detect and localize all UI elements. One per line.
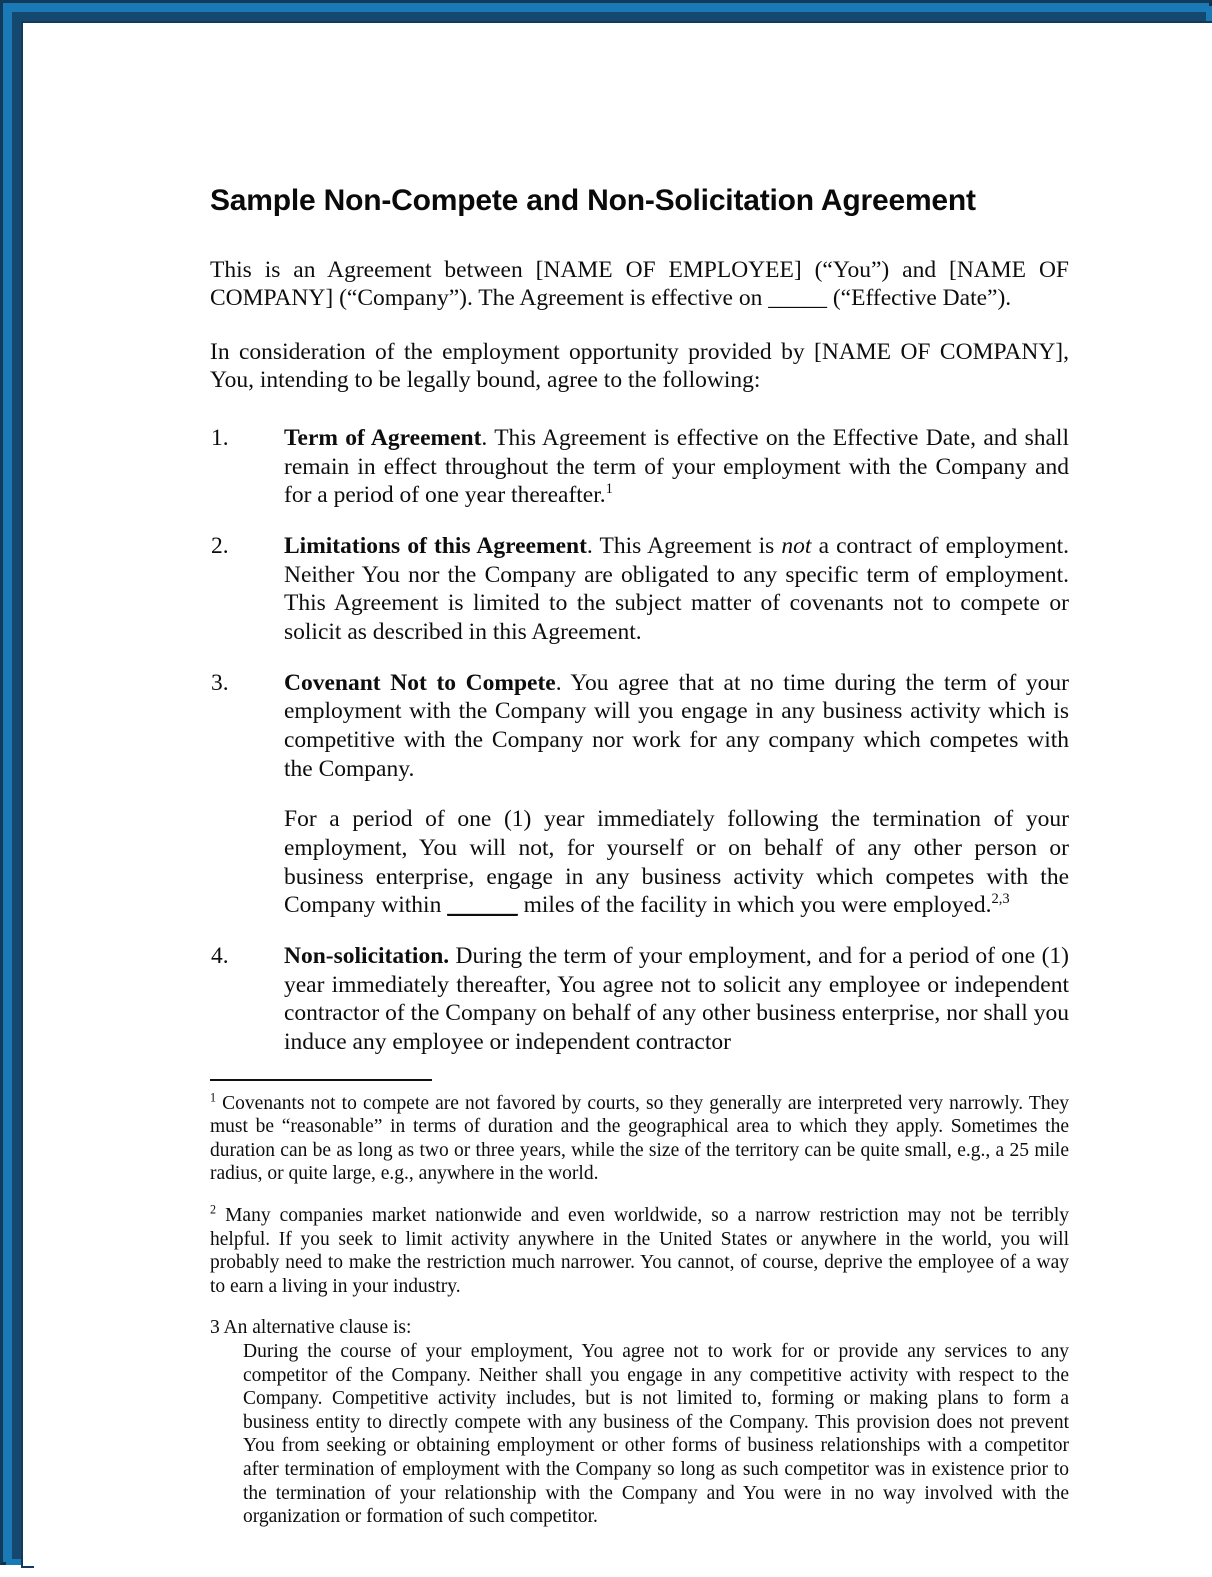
footnote-3-mark: 3: [210, 1317, 220, 1339]
footnote-2: [210, 1204, 1069, 1298]
footnote-ref-1[interactable]: 1: [605, 481, 613, 498]
page-border-rule: [21, 21, 1212, 1568]
clause-number-2: 2.: [211, 533, 229, 560]
clause-text-3: You agree that at no time during the term of your employment with the Company will you engage in any business activity which is competitive with the Company nor work for any company which competes with the Company.: [284, 669, 1069, 782]
clause-heading-suffix-2: .: [586, 533, 593, 560]
footnote-ref-2-3[interactable]: 2,3: [991, 891, 1010, 908]
footnote-2-text: Many companies market nationwide and even worldwide, so a narrow restriction may not be terribly helpful. If you seek to limit activity anywhere in the United States or anywhere in the world, you will probably need to make the restriction much narrower. You cannot, of course, deprive the employee of a way to earn a living in your industry.: [210, 1204, 1069, 1297]
document-page: [34, 34, 1212, 1577]
clause-heading-2: Limitations of this Agreement: [284, 533, 587, 560]
clause-heading-4: Non-solicitation.: [284, 942, 450, 969]
clause-text-4: During the term of your employment, and for a period of one (1) year immediately thereafter, You agree not to solicit any employee or independent contractor of the Company on behalf of any other business enterprise, nor shall you induce any employee or independent contractor: [284, 942, 1069, 1055]
clause-heading-suffix-3: .: [555, 669, 562, 696]
clause-3-sub-text-after-blank: miles of the facility in which you were employed.: [517, 892, 992, 919]
clause-item-1: [199, 424, 1069, 510]
intro-paragraph-2: In consideration of the employment opportunity provided by [NAME OF COMPANY], You, intending to be legally bound, agree to the following:: [210, 338, 1069, 394]
clause-3-subparagraph: [199, 805, 1069, 920]
footnote-3-text: An alternative clause is:: [219, 1317, 412, 1339]
footnote-3-alternative-clause: During the course of your employment, You agree not to work for or provide any services to any competitor of the Company. Neither shall you engage in any competitive activity with respect to the Company. Competitive activity includes, but is not limited to, forming or making plans to form a business entity to directly compete with any business of the Company. This provision does not prevent You from seeking or obtaining employment or other forms of business relationships with a competitor after termination of employment with the Company so long as such competitor was in existence prior to the termination of your relationship with the Company and You were in no way involved with the organization or formation of such competitor.: [243, 1340, 1069, 1528]
footnote-1: [210, 1092, 1069, 1186]
clause-heading-1: Term of Agreement: [284, 425, 482, 452]
clause-heading-suffix-1: .: [481, 425, 488, 452]
clause-3-sub-text-before-blank: For a period of one (1) year immediately following the termination of your employment, You will not, for yourself or on behalf of any other person or business enterprise, engage in any business activity which competes with the Company within: [284, 806, 1069, 919]
clause-item-2: [199, 532, 1069, 647]
clause-item-3: [199, 669, 1069, 784]
clause-text-2-italic: not: [781, 533, 812, 560]
footnote-2-mark: 2: [210, 1202, 217, 1217]
intro-paragraph-1: This is an Agreement between [NAME OF EMPLOYEE] (“You”) and [NAME OF COMPANY] (“Company”). The Agreement is effective on _____ (“Effective Date”).: [210, 256, 1069, 312]
clause-number-4: 4.: [211, 942, 229, 969]
clause-text-2-before-italic: This Agreement is: [592, 533, 782, 560]
footnote-separator: [210, 1079, 432, 1081]
page-title: Sample Non-Compete and Non-Solicitation Agreement: [210, 184, 976, 217]
clause-number-1: 1.: [211, 425, 229, 452]
clause-3-mileage-blank[interactable]: ______: [447, 892, 518, 919]
clause-text-2-after-italic: a contract of employment. Neither You nor the Company are obligated to any specific term of employment. This Agreement is limited to the subject matter of covenants not to compete or solicit as described in this Agreement.: [284, 533, 1069, 646]
page-border-inner: [6, 6, 1212, 1565]
clause-text-1: This Agreement is effective on the Effective Date, and shall remain in effect throughout the term of your employment with the Company and for a period of one year thereafter.: [284, 425, 1069, 509]
footnote-1-text: Covenants not to compete are not favored by courts, so they generally are interpreted very narrowly. They must be “reasonable” in terms of duration and the geographical area to which they apply. Sometimes the duration can be as long as two or three years, while the size of the territory can be quite small, e.g., a 25 mile radius, or quite large, e.g., anywhere in the world.: [210, 1092, 1069, 1185]
footnote-1-mark: 1: [210, 1090, 217, 1105]
footnote-3: [210, 1316, 1069, 1340]
clause-heading-3: Covenant Not to Compete: [284, 669, 556, 696]
clause-item-4: [199, 942, 1069, 1057]
footnotes-section: [210, 1092, 1069, 1529]
document-content: [199, 184, 1069, 1529]
clause-number-3: 3.: [211, 669, 229, 696]
